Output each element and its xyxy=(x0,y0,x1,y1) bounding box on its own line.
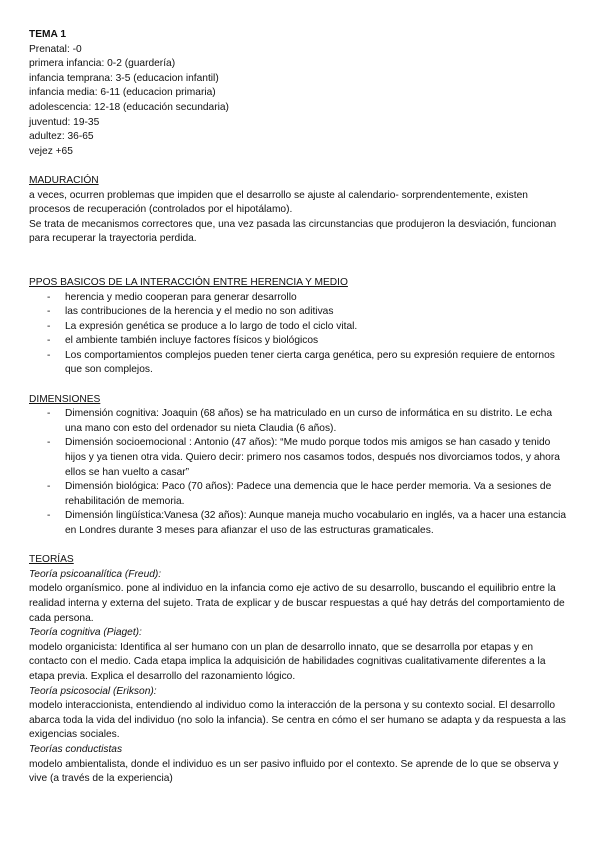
list-item: - Dimensión biológica: Paco (70 años): Padece una demencia que le hace perder memoria. Va a sesiones de rehabilitación de memoria. xyxy=(65,480,569,509)
theory-text: modelo interaccionista, entendiendo al individuo como la interacción de la persona y su contexto social. El desarrollo abarca toda la vida del individuo (no solo la infancia). Se centra en cómo el ser humano se adapta y da respuesta a las exigencias sociales. xyxy=(29,700,566,741)
dimensiones-list xyxy=(29,407,569,538)
list-item: - herencia y medio cooperan para generar desarrollo xyxy=(65,291,569,306)
maduracion-paragraph: a veces, ocurren problemas que impiden que el desarrollo se ajuste al calendario- sorprendentemente, existen procesos de recuperación (controlados por el hipotálamo). xyxy=(29,189,528,216)
maduracion-section xyxy=(29,174,569,247)
teorias-heading: TEORÍAS xyxy=(29,554,74,566)
teorias-section xyxy=(29,553,569,787)
theory-text: modelo organicista: Identifica al ser humano con un plan de desarrollo innato, que se desarrolla por etapas y en contacto con el medio. Cada etapa implica la adquisición de habilidades cognitivas cualitativamente diferentes a la etapa previa. Explica el desarrollo del razonamiento lógico. xyxy=(29,641,546,682)
principios-list xyxy=(29,291,569,379)
dimensiones-section xyxy=(29,393,569,539)
stage-item: vejez +65 xyxy=(29,145,73,157)
list-item: - Los comportamientos complejos pueden tener cierta carga genética, pero su expresión requiere de entornos que son complejos. xyxy=(65,349,569,378)
theory-text: modelo ambientalista, donde el individuo es un ser pasivo influido por el contexto. Se aprende de lo que se observa y vive (a través de la experiencia) xyxy=(29,758,559,785)
list-item: - las contribuciones de la herencia y el medio no son aditivas xyxy=(65,305,569,320)
theory-text: modelo organísmico. pone al individuo en la infancia como eje activo de su desarrollo, buscando el equilibrio entre la realidad interna y externa del sujeto. Trata de explicar y de buscar respuestas a qué hay detrás del comportamiento de cada persona. xyxy=(29,583,565,624)
stage-item: primera infancia: 0-2 (guardería) xyxy=(29,58,176,70)
theory-name: Teoría psicoanalítica (Freud): xyxy=(29,568,162,580)
document-page xyxy=(29,28,569,787)
list-item: - el ambiente también incluye factores físicos y biológicos xyxy=(65,334,569,349)
stage-item: infancia temprana: 3-5 (educacion infantil) xyxy=(29,72,219,84)
stage-item: adultez: 36-65 xyxy=(29,131,94,143)
maduracion-paragraph: Se trata de mecanismos correctores que, una vez pasada las circunstancias que produjeron la desviación, funcionan para recuperar la trayectoria perdida. xyxy=(29,218,557,245)
tema-section xyxy=(29,28,569,159)
list-item: - Dimensión socioemocional : Antonio (47 años): “Me mudo porque todos mis amigos se han casado y tenido hijos y ya tienen otra vida. Quiero decir: primero nos casamos todos, después nos divorciamos todos, y ahora ellos se han vuelto a casar” xyxy=(65,436,569,480)
stage-item: infancia media: 6-11 (educacion primaria) xyxy=(29,87,216,99)
stage-item: juventud: 19-35 xyxy=(29,116,100,128)
theory-name: Teorías conductistas xyxy=(29,743,123,755)
maduracion-heading: MADURACIÓN xyxy=(29,174,99,186)
principios-heading: PPOS BASICOS DE LA INTERACCIÓN ENTRE HERENCIA Y MEDIO xyxy=(29,276,348,288)
list-item: - Dimensión lingüística:Vanesa (32 años): Aunque maneja mucho vocabulario en inglés, va a hacer una estancia en Londres durante 3 meses para afianzar el uso de las estructuras gramaticales. xyxy=(65,509,569,538)
theory-name: Teoría psicosocial (Erikson): xyxy=(29,685,157,697)
tema-title: TEMA 1 xyxy=(29,29,66,40)
theory-name: Teoría cognitiva (Piaget): xyxy=(29,627,142,639)
dimensiones-heading: DIMENSIONES xyxy=(29,393,101,405)
list-item: - Dimensión cognitiva: Joaquin (68 años) se ha matriculado en un curso de informática en su distrito. Le echa una mano con esto del ordenador su nieta Claudia (6 años). xyxy=(65,407,569,436)
stage-item: adolescencia: 12-18 (educación secundaria) xyxy=(29,101,229,113)
stage-item: Prenatal: -0 xyxy=(29,43,82,55)
list-item: - La expresión genética se produce a lo largo de todo el ciclo vital. xyxy=(65,320,569,335)
principios-section xyxy=(29,276,569,378)
